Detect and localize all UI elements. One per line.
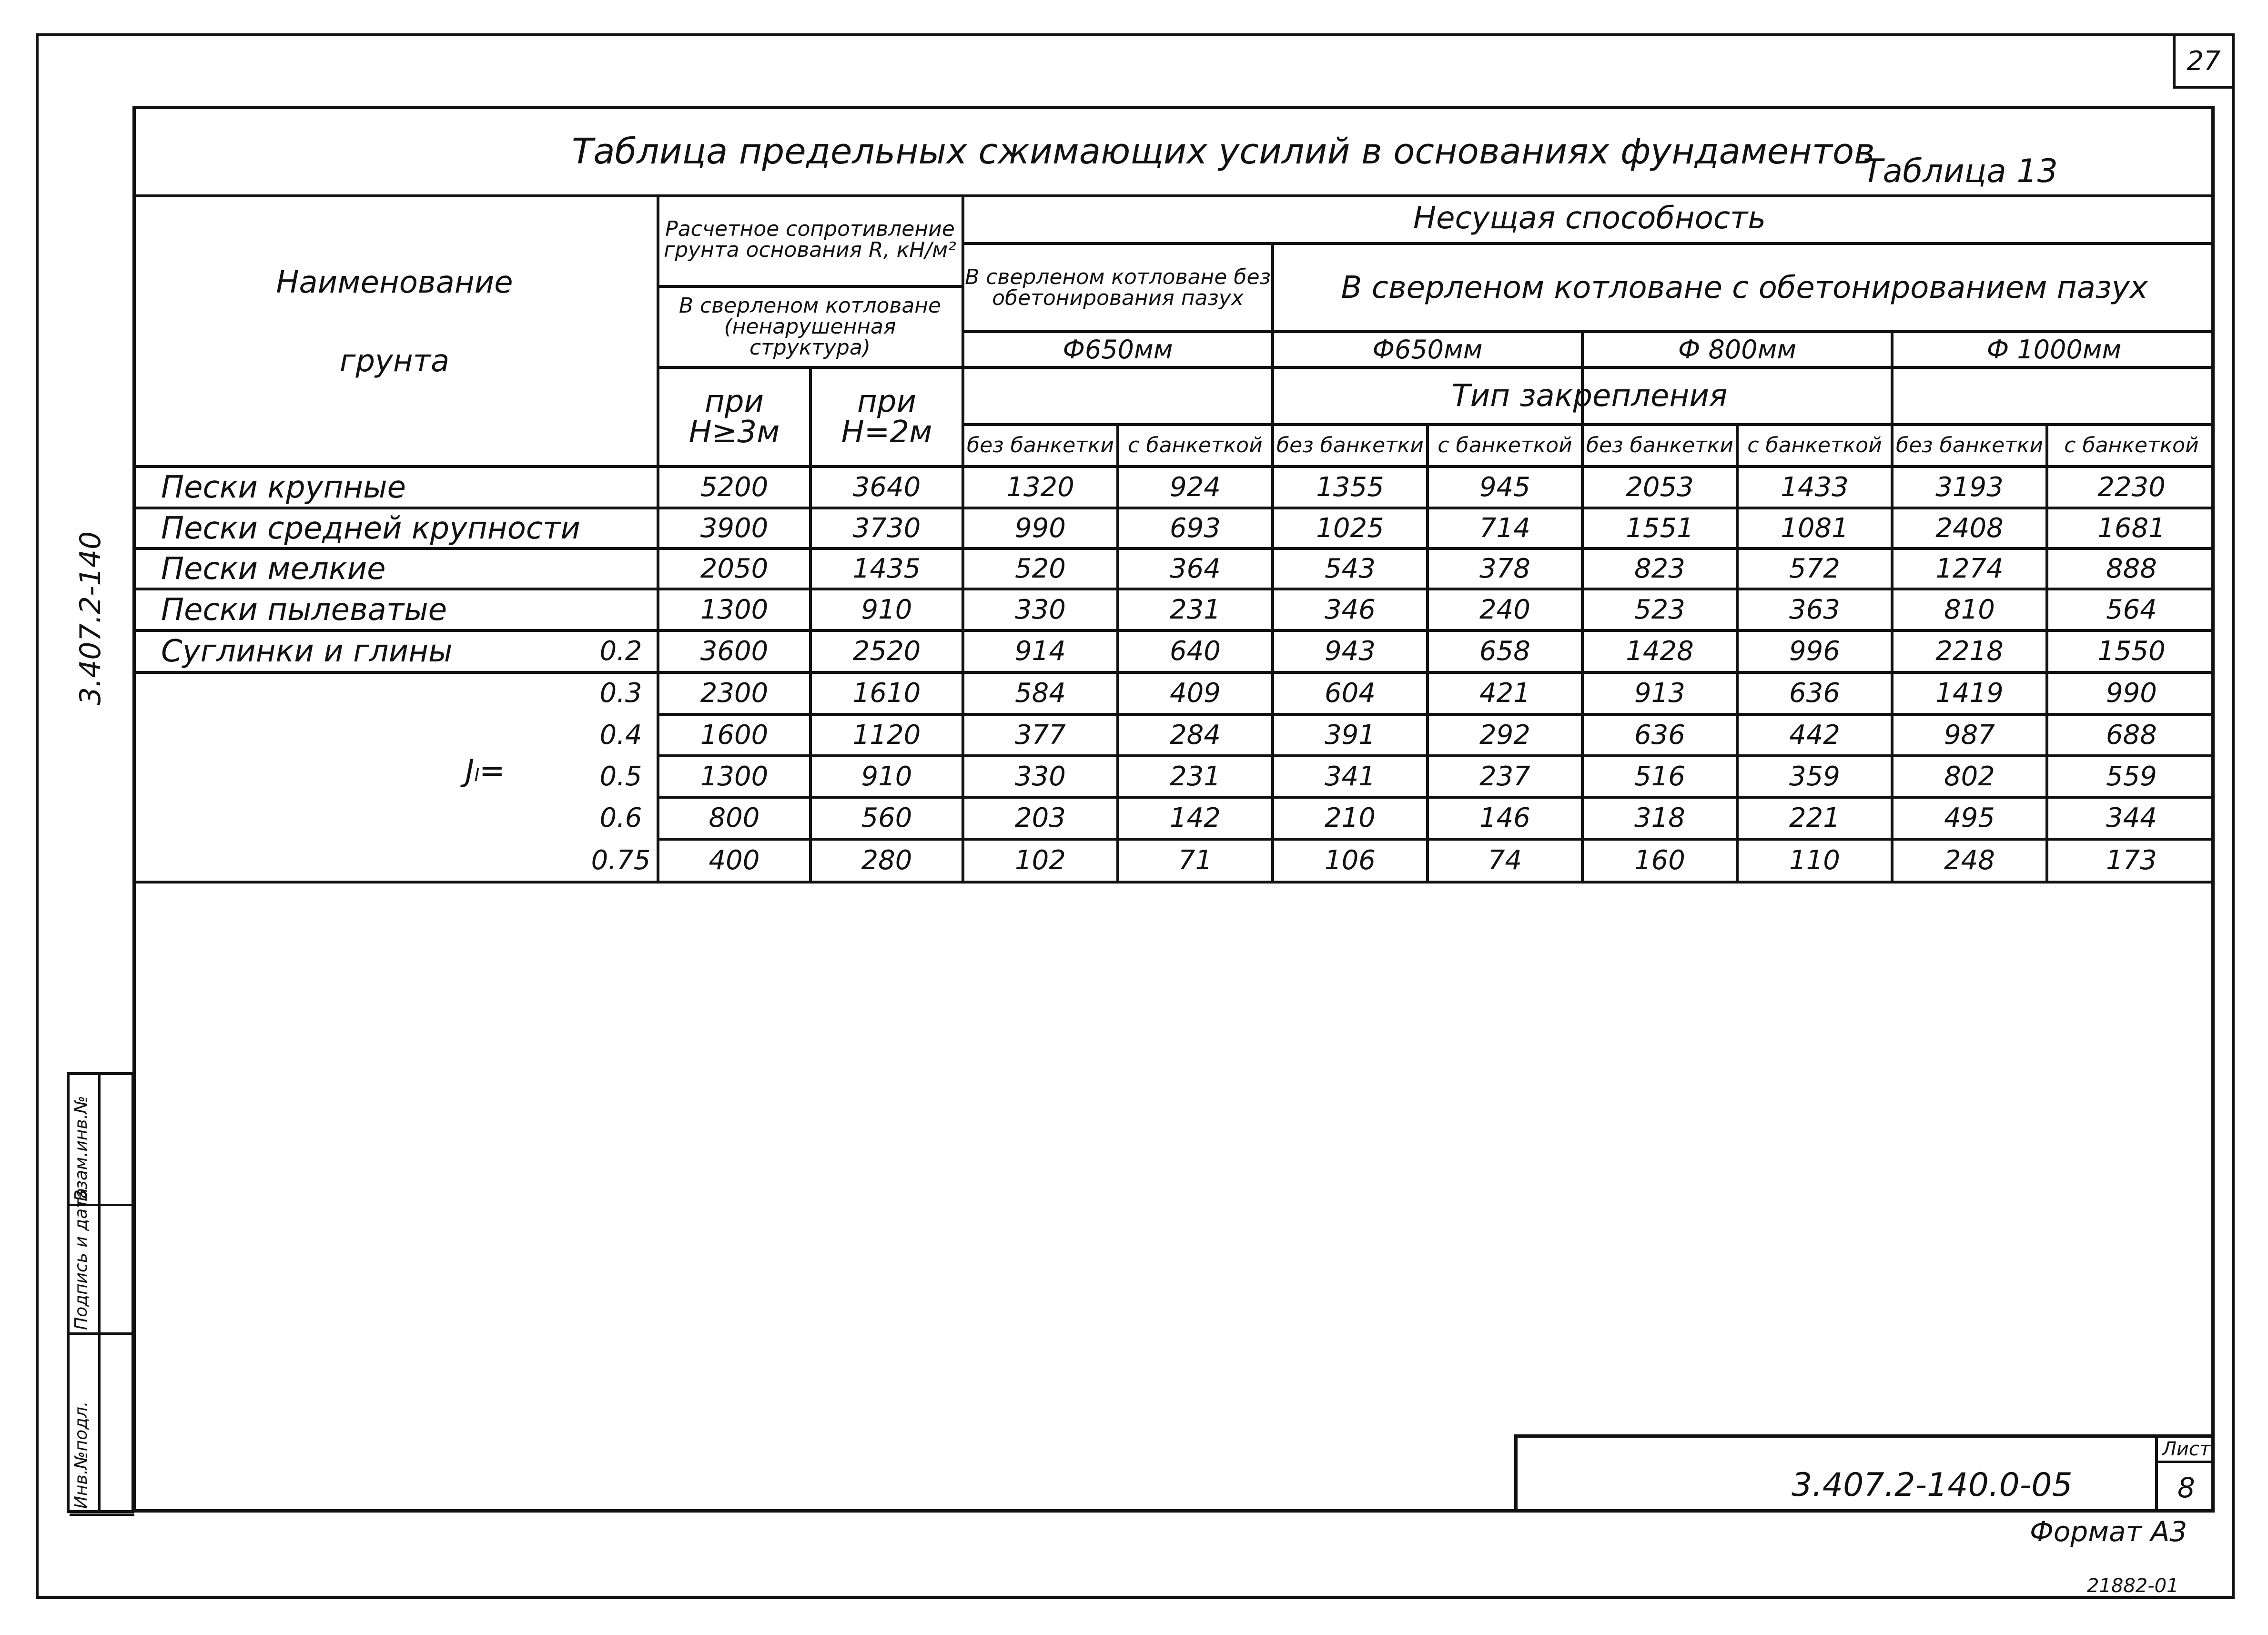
fix-col: с банкеткой [1128, 433, 1263, 457]
table-cell: 292 [1479, 719, 1530, 751]
row-name: Суглинки и глины [161, 634, 453, 669]
table-cell: 1550 [2097, 636, 2166, 667]
table-cell: 543 [1325, 553, 1376, 584]
table-cell: 1025 [1316, 512, 1384, 544]
title-block-code: 3.407.2-140.0-05 [1792, 1466, 2073, 1504]
table-cell: 802 [1944, 761, 1995, 792]
table-cell: 604 [1325, 678, 1376, 709]
table-cell: 2520 [852, 636, 921, 667]
inventory-number: 21882-01 [2087, 1575, 2179, 1597]
table-cell: 1435 [852, 553, 921, 584]
fix-col: с банкеткой [1438, 433, 1572, 457]
sheet-label: Лист [2158, 1438, 2215, 1463]
table-cell: 658 [1479, 636, 1530, 667]
fix-col: без банкетки [1896, 433, 2043, 457]
fix-col: с банкеткой [1747, 433, 1882, 457]
table-cell: 800 [709, 802, 760, 833]
table-cell: 1610 [852, 678, 921, 709]
table-cell: 996 [1789, 636, 1840, 667]
header-d1000: Ф 1000мм [1986, 334, 2122, 365]
table-cell: 409 [1170, 678, 1221, 709]
table-cell: 560 [861, 802, 912, 833]
table-cell: 318 [1634, 802, 1685, 833]
table-cell: 714 [1479, 512, 1530, 544]
header-soil-name: Наименование [276, 265, 513, 300]
table-cell: 3640 [852, 471, 921, 503]
table-cell: 2050 [700, 553, 769, 584]
table-cell: 237 [1479, 761, 1530, 792]
header-soil-name-2: грунта [339, 344, 450, 379]
table-cell: 1433 [1781, 471, 1849, 503]
table-cell: 640 [1170, 636, 1221, 667]
table-cell: 1320 [1006, 471, 1074, 503]
fix-col: без банкетки [967, 433, 1114, 457]
header-fix-type: Тип закрепления [1451, 378, 1728, 414]
table-cell: 3193 [1935, 471, 2004, 503]
il-label: Jₗ= [465, 753, 505, 789]
table-cell: 810 [1944, 594, 1995, 625]
fix-col: без банкетки [1276, 433, 1424, 457]
table-cell: 688 [2106, 719, 2157, 751]
table-cell: 888 [2106, 553, 2157, 584]
table-title: Таблица предельных сжимающих усилий в основаниях фундаментов [572, 131, 1875, 172]
table-cell: 106 [1325, 845, 1376, 876]
stamp-replace-label: Взам.инв.№ [71, 1096, 91, 1201]
table-cell: 363 [1789, 594, 1840, 625]
table-cell: 330 [1015, 761, 1066, 792]
table-cell: 102 [1015, 845, 1066, 876]
table-cell: 943 [1325, 636, 1376, 667]
table-cell: 1300 [700, 761, 769, 792]
il-value: 0.3 [599, 678, 642, 709]
header-capacity: Несущая способность [1413, 201, 1766, 236]
table-cell: 284 [1170, 719, 1221, 751]
table-cell: 572 [1789, 553, 1840, 584]
fix-col: без банкетки [1586, 433, 1733, 457]
table-cell: 160 [1634, 845, 1685, 876]
il-value: 0.5 [599, 761, 642, 792]
header-d650-a: Ф650мм [1063, 334, 1173, 365]
table-cell: 5200 [700, 471, 769, 503]
il-value: 0.4 [599, 719, 642, 751]
header-h3: при H≥3м [688, 384, 780, 450]
table-cell: 391 [1325, 719, 1376, 751]
table-cell: 1300 [700, 594, 769, 625]
table-cell: 945 [1479, 471, 1530, 503]
il-value: 0.75 [591, 845, 651, 876]
table-cell: 516 [1634, 761, 1685, 792]
table-cell: 346 [1325, 594, 1376, 625]
header-h2: при H=2м [841, 384, 932, 450]
row-name: Пески пылеватые [161, 592, 447, 628]
table-cell: 990 [2106, 678, 2157, 709]
table-cell: 142 [1170, 802, 1221, 833]
title-block [1514, 1434, 2215, 1513]
table-cell: 221 [1789, 802, 1840, 833]
header-resistance: Расчетное сопротивление грунта основания R, кН/м² [664, 217, 956, 262]
table-cell: 910 [861, 594, 912, 625]
header-d800: Ф 800мм [1678, 334, 1797, 365]
sheet-box [2155, 1438, 2215, 1513]
row-name: Пески средней крупности [161, 510, 580, 546]
table-cell: 231 [1170, 761, 1221, 792]
table-cell: 823 [1634, 553, 1685, 584]
header-d650-b: Ф650мм [1372, 334, 1483, 365]
header-group-no-concrete: В сверленом котловане без обетонирования пазух [965, 264, 1271, 310]
table-cell: 987 [1944, 719, 1995, 751]
table-cell: 910 [861, 761, 912, 792]
il-value: 0.2 [599, 636, 642, 667]
header-resistance-sub: В сверленом котловане (ненарушенная структура) [678, 294, 942, 360]
table-cell: 231 [1170, 594, 1221, 625]
sheet-value: 8 [2177, 1471, 2195, 1504]
table-cell: 1600 [700, 719, 769, 751]
row-name: Пески крупные [161, 469, 406, 505]
table-cell: 2053 [1626, 471, 1694, 503]
table-cell: 3730 [852, 512, 921, 544]
table-cell: 636 [1789, 678, 1840, 709]
table-cell: 2230 [2097, 471, 2166, 503]
table-cell: 914 [1015, 636, 1066, 667]
table-cell: 442 [1789, 719, 1840, 751]
table-cell: 173 [2106, 845, 2157, 876]
table-cell: 210 [1325, 802, 1376, 833]
table-cell: 248 [1944, 845, 1995, 876]
table-cell: 359 [1789, 761, 1840, 792]
table-cell: 74 [1488, 845, 1522, 876]
table-cell: 564 [2106, 594, 2157, 625]
table-cell: 110 [1789, 845, 1840, 876]
table-cell: 990 [1015, 512, 1066, 544]
table-cell: 1120 [852, 719, 921, 751]
table-cell: 2408 [1935, 512, 2004, 544]
table-cell: 400 [709, 845, 760, 876]
table-cell: 240 [1479, 594, 1530, 625]
table-cell: 584 [1015, 678, 1066, 709]
table-cell: 1274 [1935, 553, 2004, 584]
table-cell: 1681 [2097, 512, 2166, 544]
row-name: Пески мелкие [161, 551, 386, 587]
table-cell: 1355 [1316, 471, 1384, 503]
table-cell: 280 [861, 845, 912, 876]
table-cell: 3600 [700, 636, 769, 667]
table-cell: 341 [1325, 761, 1376, 792]
table-cell: 559 [2106, 761, 2157, 792]
limit-forces-table [132, 194, 2215, 881]
il-value: 0.6 [599, 802, 642, 833]
table-cell: 1081 [1781, 512, 1849, 544]
table-cell: 523 [1634, 594, 1685, 625]
table-cell: 2300 [700, 678, 769, 709]
table-cell: 203 [1015, 802, 1066, 833]
table-cell: 495 [1944, 802, 1995, 833]
table-cell: 146 [1479, 802, 1530, 833]
table-cell: 2218 [1935, 636, 2004, 667]
table-cell: 330 [1015, 594, 1066, 625]
table-cell: 421 [1479, 678, 1530, 709]
format-label: Формат А3 [2030, 1515, 2187, 1548]
fix-col: с банкеткой [2064, 433, 2199, 457]
table-cell: 520 [1015, 553, 1066, 584]
table-cell: 1428 [1626, 636, 1694, 667]
table-cell: 924 [1170, 471, 1221, 503]
table-cell: 364 [1170, 553, 1221, 584]
side-stamp [67, 1072, 134, 1513]
header-group-concrete: В сверленом котловане с обетонированием пазух [1341, 270, 2148, 305]
table-cell: 913 [1634, 678, 1685, 709]
table-cell: 1419 [1935, 678, 2004, 709]
stamp-sign-label: Подпись и дата [71, 1188, 91, 1330]
table-number: Таблица 13 [1863, 152, 2058, 190]
side-document-code: 3.407.2-140 [74, 531, 107, 705]
table-cell: 377 [1015, 719, 1066, 751]
table-cell: 71 [1178, 845, 1213, 876]
table-cell: 1551 [1626, 512, 1694, 544]
table-cell: 3900 [700, 512, 769, 544]
table-cell: 378 [1479, 553, 1530, 584]
table-cell: 344 [2106, 802, 2157, 833]
table-cell: 636 [1634, 719, 1685, 751]
table-cell: 693 [1170, 512, 1221, 544]
page-number: 27 [2173, 36, 2232, 89]
stamp-inv-label: Инв.№подл. [71, 1401, 91, 1509]
